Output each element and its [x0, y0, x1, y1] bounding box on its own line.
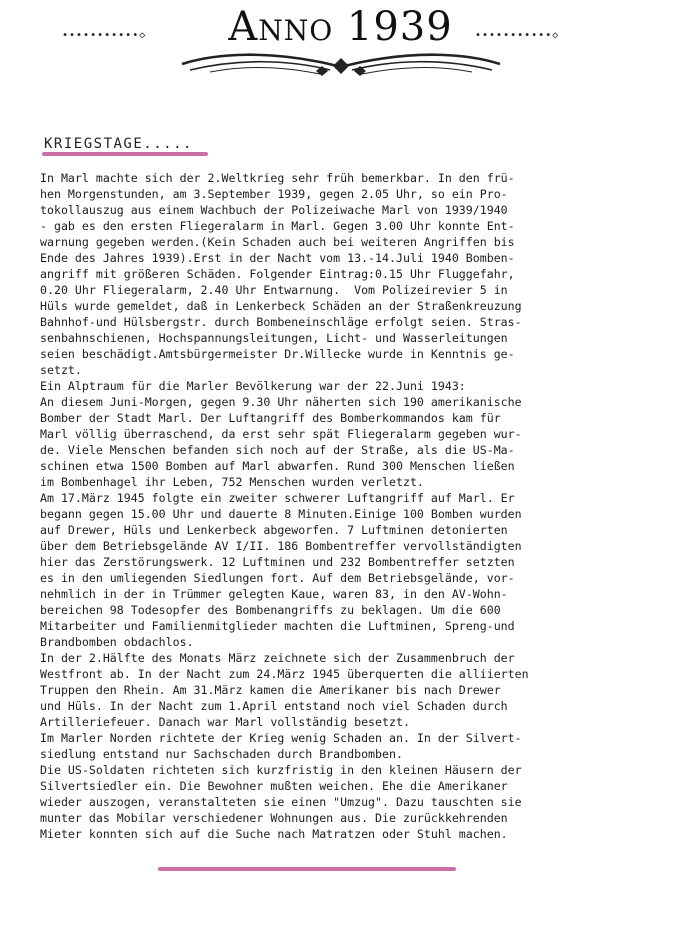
text-line: Bahnhof-und Hülsbergstr. durch Bombeneinschläge erfolgt seien. Stras-: [40, 315, 522, 329]
text-line: - gab es den ersten Fliegeralarm in Marl. Gegen 3.00 Uhr konnte Ent-: [40, 219, 515, 233]
text-line: In der 2.Hälfte des Monats März zeichnete sich der Zusammenbruch der: [40, 651, 515, 665]
page-title: [0, 4, 681, 50]
text-line: 0.20 Uhr Fliegeralarm, 2.40 Uhr Entwarnung. Vom Polizeirevier 5 in: [40, 283, 508, 297]
text-line: nehmlich in der in Trümmer gelegten Kaue, waren 83, in den AV-Wohn-: [40, 587, 508, 601]
text-line: de. Viele Menschen befanden sich noch auf der Straße, als die US-Ma-: [40, 443, 515, 457]
text-line: Mieter konnten sich auf die Suche nach Matratzen oder Stuhl machen.: [40, 827, 508, 841]
flourish-ornament-icon: [180, 50, 502, 82]
text-line: Artilleriefeuer. Danach war Marl vollständig besetzt.: [40, 715, 410, 729]
text-line: tokollauszug aus einem Wachbuch der Polizeiwache Marl von 1939/1940: [40, 203, 508, 217]
text-line: es in den umliegenden Siedlungen fort. Auf dem Betriebsgelände, vor-: [40, 571, 515, 585]
text-line: im Bombenhagel ihr Leben, 752 Menschen wurden verletzt.: [40, 475, 424, 489]
heading-underline: [42, 152, 208, 156]
text-line: Die US-Soldaten richteten sich kurzfristig in den kleinen Häusern der: [40, 763, 522, 777]
text-line: Silvertsiedler ein. Die Bewohner mußten weichen. Ehe die Amerikaner: [40, 779, 508, 793]
text-line: Mitarbeiter und Familienmitglieder machten die Luftminen, Spreng-und: [40, 619, 515, 633]
text-line: auf Drewer, Hüls und Lenkerbeck abgeworfen. 7 Luftminen detonierten: [40, 523, 508, 537]
bottom-divider: [158, 867, 456, 871]
text-line: wieder auszogen, veranstalteten sie einen "Umzug". Dazu tauschten sie: [40, 795, 522, 809]
text-line: und Hüls. In der Nacht zum 1.April entstand noch viel Schaden durch: [40, 699, 508, 713]
text-line: Marl völlig überraschend, da erst sehr spät Fliegeralarm gegeben wur-: [40, 427, 522, 441]
text-line: munter das Mobilar verschiedener Wohnungen aus. Die zurückkehrenden: [40, 811, 508, 825]
text-line: Hüls wurde gemeldet, daß in Lenkerbeck Schäden an der Straßenkreuzung: [40, 299, 522, 313]
text-line: hier das Zerstörungswerk. 12 Luftminen und 232 Bombentreffer setzten: [40, 555, 515, 569]
text-line: siedlung entstand nur Sachschaden durch Brandbomben.: [40, 747, 403, 761]
text-line: Bomber der Stadt Marl. Der Luftangriff des Bomberkommandos kam für: [40, 411, 501, 425]
text-line: Truppen den Rhein. Am 31.März kamen die Amerikaner bis nach Drewer: [40, 683, 501, 697]
title-text: Anno 1939: [228, 4, 453, 50]
text-line: angriff mit größeren Schäden. Folgender Eintrag:0.15 Uhr Fluggefahr,: [40, 267, 515, 281]
text-line: setzt.: [40, 363, 82, 377]
text-line: seien beschädigt.Amtsbürgermeister Dr.Willecke wurde in Kenntnis ge-: [40, 347, 515, 361]
text-line: begann gegen 15.00 Uhr und dauerte 8 Minuten.Einige 100 Bomben wurden: [40, 507, 522, 521]
text-line: senbahnschienen, Hochspannungsleitungen, Licht- und Wasserleitungen: [40, 331, 508, 345]
text-line: Im Marler Norden richtete der Krieg wenig Schaden an. In der Silvert-: [40, 731, 522, 745]
section-heading: KRIEGSTAGE.....: [44, 136, 193, 152]
page-header: [0, 0, 681, 90]
text-line: Am 17.März 1945 folgte ein zweiter schwerer Luftangriff auf Marl. Er: [40, 491, 515, 505]
dotted-ornament-left: •••••••••••◇: [62, 30, 147, 41]
text-line: Ein Alptraum für die Marler Bevölkerung war der 22.Juni 1943:: [40, 379, 466, 393]
text-line: warnung gegeben werden.(Kein Schaden auch bei weiteren Angriffen bis: [40, 235, 515, 249]
text-line: An diesem Juni-Morgen, gegen 9.30 Uhr näherten sich 190 amerikanische: [40, 395, 522, 409]
text-line: schinen etwa 1500 Bomben auf Marl abwarfen. Rund 300 Menschen ließen: [40, 459, 515, 473]
text-line: Westfront ab. In der Nacht zum 24.März 1945 überquerten die alliierten: [40, 667, 529, 681]
dotted-ornament-right: •••••••••••◇: [475, 30, 560, 41]
text-line: über dem Betriebsgelände AV I/II. 186 Bombentreffer vervollständigten: [40, 539, 522, 553]
article-body: [40, 170, 640, 842]
text-line: Brandbomben obdachlos.: [40, 635, 194, 649]
text-line: Ende des Jahres 1939).Erst in der Nacht vom 13.-14.Juli 1940 Bomben-: [40, 251, 515, 265]
text-line: hen Morgenstunden, am 3.September 1939, gegen 2.05 Uhr, so ein Pro-: [40, 187, 508, 201]
text-line: In Marl machte sich der 2.Weltkrieg sehr früh bemerkbar. In den frü-: [40, 171, 515, 185]
text-line: bereichen 98 Todesopfer des Bombenangriffs zu beklagen. Um die 600: [40, 603, 501, 617]
